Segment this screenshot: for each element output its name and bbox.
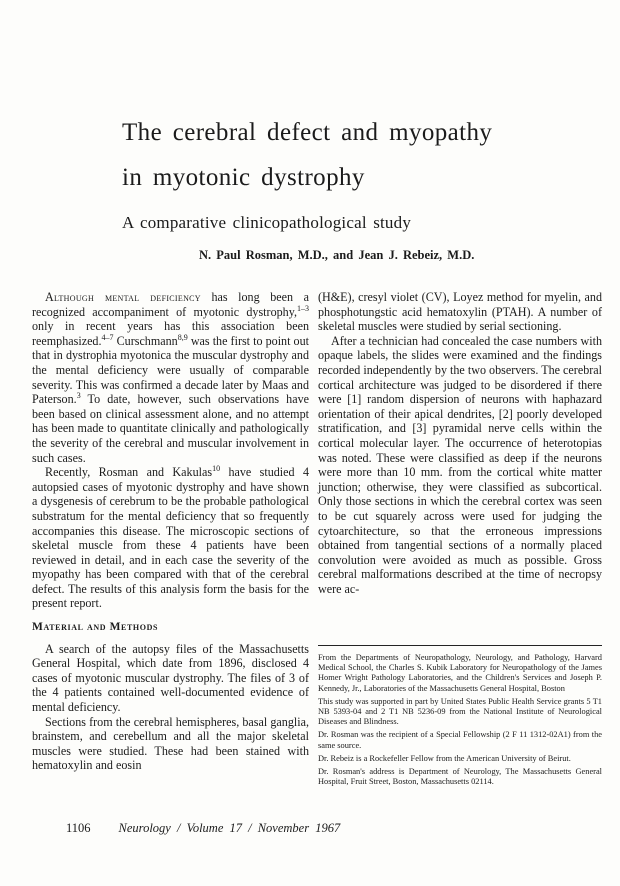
footnote-divider (318, 645, 602, 646)
second-paragraph (32, 465, 309, 611)
page-footer (66, 821, 586, 836)
journal-citation: Neurology / Volume 17 / November 1967 (118, 821, 341, 835)
continuation-paragraph: (H&E), cresyl violet (CV), Loyez method for myelin, and phosphotungstic acid hematoxylin (PTAH). A number of skeletal muscles were studied by serial sectioning. (318, 290, 602, 334)
body-text: Recently, Rosman and Kakulas (45, 465, 213, 480)
citation-ref: 3 (76, 391, 81, 401)
body-text: only in recent years has this association been reemphasized. (32, 319, 309, 348)
body-text: To date, however, such observations have been based on clinical assessment alone, and no attempt has been made to quantitate clinically and pathologically the severity of the cerebral and muscular involvement in such cases. (32, 392, 309, 465)
section-heading-material-and-methods: Material and Methods (32, 621, 158, 634)
footnote-affiliations: From the Departments of Neuropathology, Neurology, and Pathology, Harvard Medical School, the Charles S. Kubik Laboratory for Neuropathology of the James Homer Wright Pathology Laboratories, and the Children's Services and Joseph P. Kennedy, Jr., Laboratories of the Massachusetts General Hospital, Boston (318, 653, 602, 693)
page-number: 1106 (66, 821, 91, 835)
body-text: has long been a recognized accompaniment of myotonic dystrophy, (32, 290, 309, 319)
footnote-block (318, 645, 602, 787)
footnote-fellowship-rebeiz: Dr. Rebeiz is a Rockefeller Fellow from the American University of Beirut. (318, 753, 571, 763)
observers-paragraph: After a technician had concealed the case numbers with opaque labels, the slides were examined and the findings recorded independently by the two observers. The cerebral cortical architecture was judged to be disordered if there were [1] random dispersion of neurons with haphazard orientation of their apical dendrites, [2] poorly developed stratification, and [3] pyramidal nerve cells within the cortical molecular layer. The occurrence of heterotopias was noted. These were classified as deep if the neurons were more than 10 mm. from the cortical white matter junction; otherwise, they were classified as subcortical. Only those sections in which the cerebral cortex was seen to be cut squarely across were used for judging the cytoarchitecture, so that the erroneous impressions obtained from tangential sections of a normally placed convolution were avoided as much as possible. Gross cerebral malformations described at the time of necropsy were ac- (318, 333, 602, 596)
article-header (122, 110, 600, 233)
citation-ref: 1–3 (297, 303, 309, 313)
footnote-address: Dr. Rosman's address is Department of Neurology, The Massachusetts General Hospital, Fruit Street, Boston, Massachusetts 02114. (318, 767, 602, 787)
right-column (318, 290, 602, 596)
article-title (122, 110, 600, 200)
footnote-funding: This study was supported in part by United States Public Health Service grants 5 T1 NB 5393-04 and 2 T1 NB 5236-09 from the National Institute of Neurological Diseases and Blindness. (318, 696, 602, 727)
title-line-1: The cerebral defect and myopathy (122, 119, 493, 146)
intro-paragraph (32, 290, 309, 465)
body-text: was the first to point out that in dystrophia myotonica the muscular dystrophy and the mental deficiency were usually of comparable severity. This was confirmed a decade later by Maas and Paterson. (32, 333, 309, 407)
methods-paragraph-1: A search of the autopsy files of the Massachusetts General Hospital, which date from 1896, disclosed 4 cases of myotonic muscular dystrophy. The files of 3 of the 4 patients contained well-documented evidence of mental deficiency. (32, 641, 309, 715)
title-line-2: in myotonic dystrophy (122, 164, 365, 191)
methods-paragraph-2: Sections from the cerebral hemispheres, basal ganglia, brainstem, and cerebellum and all the major skeletal muscles were studied. These had been stained with hematoxylin and eosin (32, 714, 309, 773)
body-text: Curschmann (113, 333, 178, 348)
lead-in-phrase: Although mental deficiency (45, 290, 201, 304)
body-text: have studied 4 autopsied cases of myotonic dystrophy and have shown a dysgenesis of cerebrum to be the probable pathological substratum for the mental deficiency that so frequently accompanies this disease. The microscopic sections of skeletal muscle from these 4 patients have been reviewed in detail, and in each case the severity of the myopathy has been compared with that of the cerebral defect. The results of this analysis form the basis for the present report. (32, 465, 309, 611)
footnote-fellowship-rosman: Dr. Rosman was the recipient of a Special Fellowship (2 F 11 1312-02A1) from the same source. (318, 730, 602, 750)
citation-ref: 8,9 (177, 332, 188, 342)
article-authors: N. Paul Rosman, M.D., and Jean J. Rebeiz, M.D. (199, 248, 475, 262)
citation-ref: 10 (212, 464, 221, 474)
article-subtitle: A comparative clinicopathological study (122, 213, 412, 232)
left-column (32, 290, 309, 773)
citation-ref: 4–7 (101, 332, 114, 342)
